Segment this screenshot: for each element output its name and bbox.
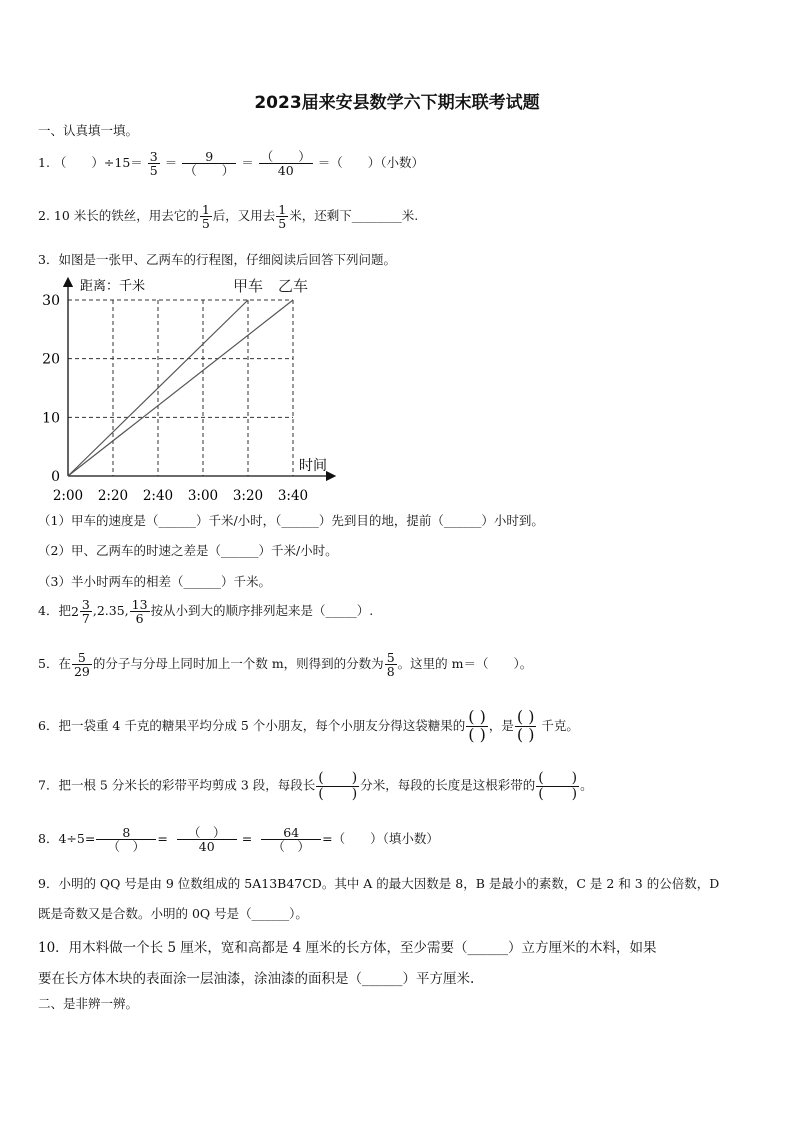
- q1-fraction-2: $\frac{9}{( )}$: [184, 149, 235, 179]
- y-tick-label: 20: [42, 351, 60, 368]
- q2-text-b: 后，又用去: [212, 208, 276, 224]
- question-10-line-1: 10．用木料做一个长 5 厘米，宽和高都是 4 厘米的长方体，至少需要（______）立方厘米的木料，如果: [38, 940, 657, 956]
- travel-chart: [36, 272, 336, 506]
- y-tick-labels: [42, 293, 60, 485]
- question-3-part-3: （3）半小时两车的相差（______）千米。: [38, 574, 271, 589]
- q2-number: 2.: [38, 208, 50, 224]
- q8-fraction-1: $\frac{8}{( )}$: [96, 826, 156, 853]
- q6-text-a: 6．把一袋重 4 千克的糖果平均分成 5 个小朋友，每个小朋友分得这袋糖果的: [38, 717, 466, 733]
- question-7: [38, 771, 593, 801]
- q2-text-c: 米，还剩下________米.: [289, 208, 419, 224]
- q1-number: 1.: [38, 155, 50, 171]
- q8-text-c: =（ ）（填小数）: [322, 831, 439, 847]
- q1-equals-1: ＝: [164, 155, 178, 171]
- question-3-part-1: （1）甲车的速度是（______）千米/小时，（______）先到目的地，提前（______）小时到。: [38, 513, 544, 528]
- section-heading-2: 二、是非辨一辨。: [38, 996, 139, 1011]
- x-tick-label: 3:00: [187, 488, 219, 504]
- x-axis-label: 时间: [299, 458, 327, 474]
- q4-fraction-2: $\frac{13}{6}$: [131, 597, 148, 627]
- q2-fraction-2: $\frac{1}{5}$: [278, 202, 287, 232]
- page-title: 2023届来安县数学六下期末联考试题: [254, 93, 540, 113]
- series-line-2: [68, 300, 293, 476]
- legend-label-2: 乙车: [277, 277, 309, 295]
- y-tick-label: 10: [42, 410, 60, 427]
- q4-text-b: ,2.35,: [92, 603, 129, 619]
- question-3-intro: 3．如图是一张甲、乙两车的行程图，仔细阅读后回答下列问题。: [38, 252, 396, 267]
- q7-text-c: 。: [580, 777, 593, 793]
- question-10-line-2: 要在长方体木块的表面涂一层油漆，涂油漆的面积是（______）平方厘米.: [38, 971, 475, 987]
- q2-text-a: 10 米长的铁丝，用去它的: [53, 208, 199, 224]
- x-tick-label: 2:00: [52, 488, 84, 504]
- y-tick-label: 30: [42, 293, 60, 309]
- q8-fraction-3: $\frac{64}{( )}$: [261, 826, 321, 853]
- q5-text-a: 5．在: [38, 656, 71, 672]
- q8-equals-2: =: [241, 831, 253, 847]
- q1-tail: ＝（ ）（小数）: [317, 155, 424, 171]
- q7-fraction-1: $\frac{( )}{( )}$: [318, 770, 358, 802]
- q5-fraction-1: $\frac{5}{29}$: [73, 650, 90, 680]
- y-tick-label: 0: [51, 469, 60, 485]
- x-tick-label: 3:20: [232, 488, 264, 504]
- q8-equals-1: =: [157, 831, 168, 847]
- q7-text-a: 7．把一根 5 分米长的彩带平均剪成 3 段，每段长: [38, 777, 316, 793]
- q1-fraction-3: $\frac{( )}{40}$: [260, 149, 311, 179]
- legend-label-1: 甲车: [232, 277, 264, 295]
- question-9-line-1: 9．小明的 QQ 号是由 9 位数组成的 5A13B47CD。其中 A 的最大因数是 8，B 是最小的素数，C 是 2 和 3 的公倍数，D: [38, 876, 720, 891]
- q4-mixed-number: 2 $\frac{3}{7}$: [70, 597, 90, 627]
- x-tick-labels: [53, 488, 308, 504]
- section-heading-1: 一、认真填一填。: [38, 123, 139, 138]
- question-9-line-2: 既是奇数又是合数。小明的 0Q 号是（______）。: [38, 906, 308, 921]
- q4-text-a: 4．把: [38, 603, 71, 619]
- question-8: [38, 826, 439, 853]
- question-2: [38, 203, 418, 230]
- question-4: [38, 598, 373, 625]
- x-tick-label: 2:40: [142, 488, 174, 504]
- q6-fraction-2: $\frac{( )}{( )}$: [516, 707, 535, 744]
- q5-text-c: 。这里的 m＝（ ）。: [397, 656, 533, 672]
- q7-text-b: 分米，每段的长度是这根彩带的: [360, 777, 536, 793]
- x-tick-label: 2:20: [97, 488, 129, 504]
- q1-lead: （ ）÷15＝: [53, 155, 143, 171]
- question-6: [38, 709, 579, 744]
- q7-fraction-2: $\frac{( )}{( )}$: [538, 770, 578, 802]
- question-3-part-2: （2）甲、乙两车的时速之差是（______）千米/小时。: [38, 543, 338, 558]
- q4-text-c: 按从小到大的顺序排列起来是（_____）.: [150, 603, 374, 619]
- q1-equals-2: ＝: [241, 155, 254, 171]
- q6-text-c: 千克。: [541, 717, 579, 733]
- q6-fraction-1: $\frac{( )}{( )}$: [468, 707, 486, 744]
- q5-text-b: 的分子与分母上同时加上一个数 m，则得到的分数为: [92, 656, 384, 672]
- question-5: [38, 651, 532, 678]
- chart-series: [68, 277, 308, 476]
- q2-fraction-1: $\frac{1}{5}$: [201, 202, 210, 232]
- question-1: [38, 150, 424, 177]
- q8-fraction-2: $\frac{( )}{40}$: [177, 826, 237, 853]
- q5-fraction-2: $\frac{5}{8}$: [386, 650, 395, 680]
- q6-text-b: ，是: [488, 717, 514, 733]
- y-axis-label: 距离：千米: [80, 279, 146, 294]
- q1-fraction-1: $\frac{3}{5}$: [149, 149, 158, 179]
- q8-text-a: 8．4÷5=: [38, 831, 96, 847]
- x-tick-label: 3:40: [277, 488, 309, 504]
